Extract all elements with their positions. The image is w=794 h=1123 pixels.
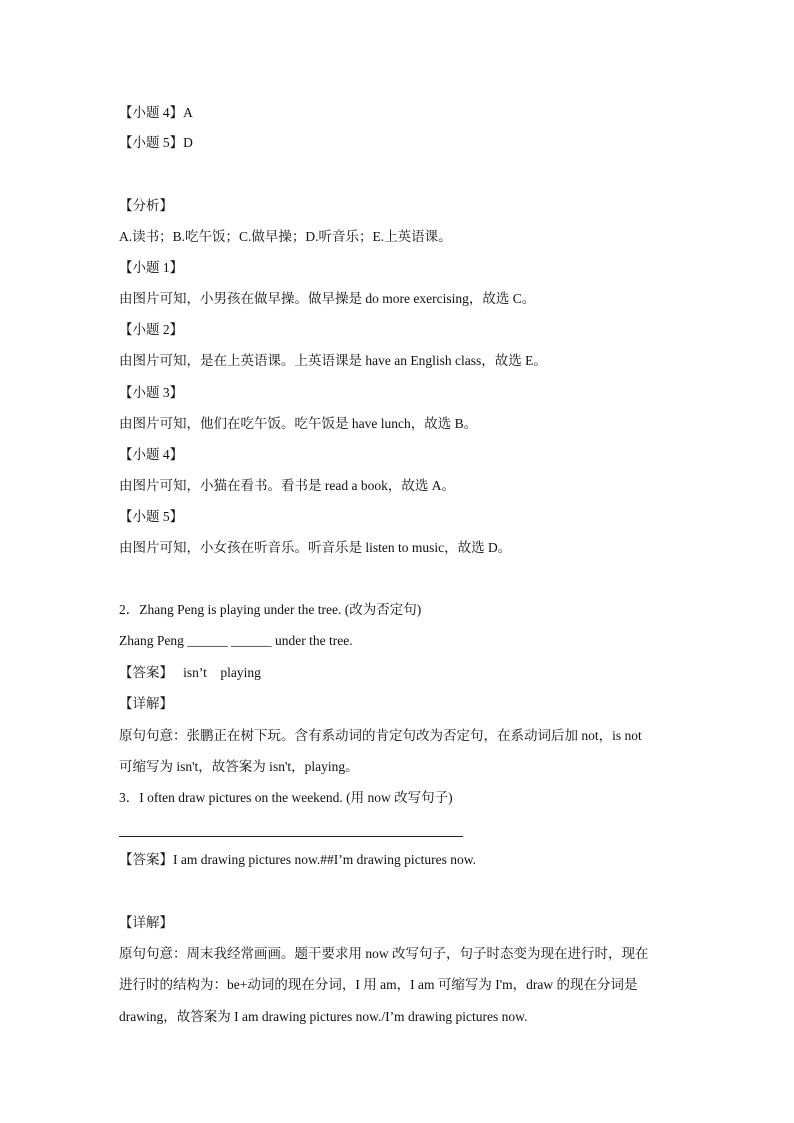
question-2-detail-line-2: 可缩写为 isn't，故答案为 isn't，playing。: [119, 759, 359, 774]
answer-q5: 【小题 5】D: [119, 135, 193, 150]
question-2-detail-heading: 【详解】: [119, 696, 173, 711]
question-3-detail-line-1: 原句句意：周末我经常画画。题干要求用 now 改写句子，句子时态变为现在进行时，现在: [119, 946, 649, 961]
analysis-options: A.读书；B.吃午饭；C.做早操；D.听音乐；E.上英语课。: [119, 229, 452, 244]
analysis-item-3-label: 【小题 3】: [119, 385, 184, 400]
question-2-prompt: 2．Zhang Peng is playing under the tree. (改为否定句): [119, 602, 422, 617]
question-2-detail-line-1: 原句句意：张鹏正在树下玩。含有系动词的肯定句改为否定句，在系动词后加 not，is not: [119, 728, 642, 743]
question-3-detail-heading: 【详解】: [119, 915, 173, 930]
question-2-answer: 【答案】 isn’t playing: [119, 665, 261, 680]
analysis-item-2-text: 由图片可知，是在上英语课。上英语课是 have an English class，故选 E。: [119, 353, 547, 368]
question-3-prompt: 3．I often draw pictures on the weekend. (用 now 改写句子): [119, 790, 453, 805]
analysis-item-1-text: 由图片可知，小男孩在做早操。做早操是 do more exercising，故选 C。: [119, 291, 536, 306]
question-3-answer: 【答案】I am drawing pictures now.##I’m drawing pictures now.: [119, 852, 477, 867]
analysis-item-5-text: 由图片可知，小女孩在听音乐。听音乐是 listen to music，故选 D。: [119, 540, 512, 555]
analysis-item-4-label: 【小题 4】: [119, 447, 184, 462]
analysis-item-1-label: 【小题 1】: [119, 260, 184, 275]
answer-q4: 【小题 4】A: [119, 105, 193, 120]
analysis-item-2-label: 【小题 2】: [119, 322, 184, 337]
question-3-detail-line-2: 进行时的结构为：be+动词的现在分词，I 用 am，I am 可缩写为 I'm，draw 的现在分词是: [119, 977, 638, 992]
question-2-blank-line: Zhang Peng ______ ______ under the tree.: [119, 633, 353, 648]
question-3-answer-rule: [119, 836, 463, 837]
question-3-detail-line-3: drawing，故答案为 I am drawing pictures now./I’m drawing pictures now.: [119, 1009, 528, 1024]
analysis-item-4-text: 由图片可知，小猫在看书。看书是 read a book，故选 A。: [119, 478, 455, 493]
analysis-item-3-text: 由图片可知，他们在吃午饭。吃午饭是 have lunch，故选 B。: [119, 416, 478, 431]
analysis-item-5-label: 【小题 5】: [119, 509, 184, 524]
analysis-heading: 【分析】: [119, 198, 173, 213]
